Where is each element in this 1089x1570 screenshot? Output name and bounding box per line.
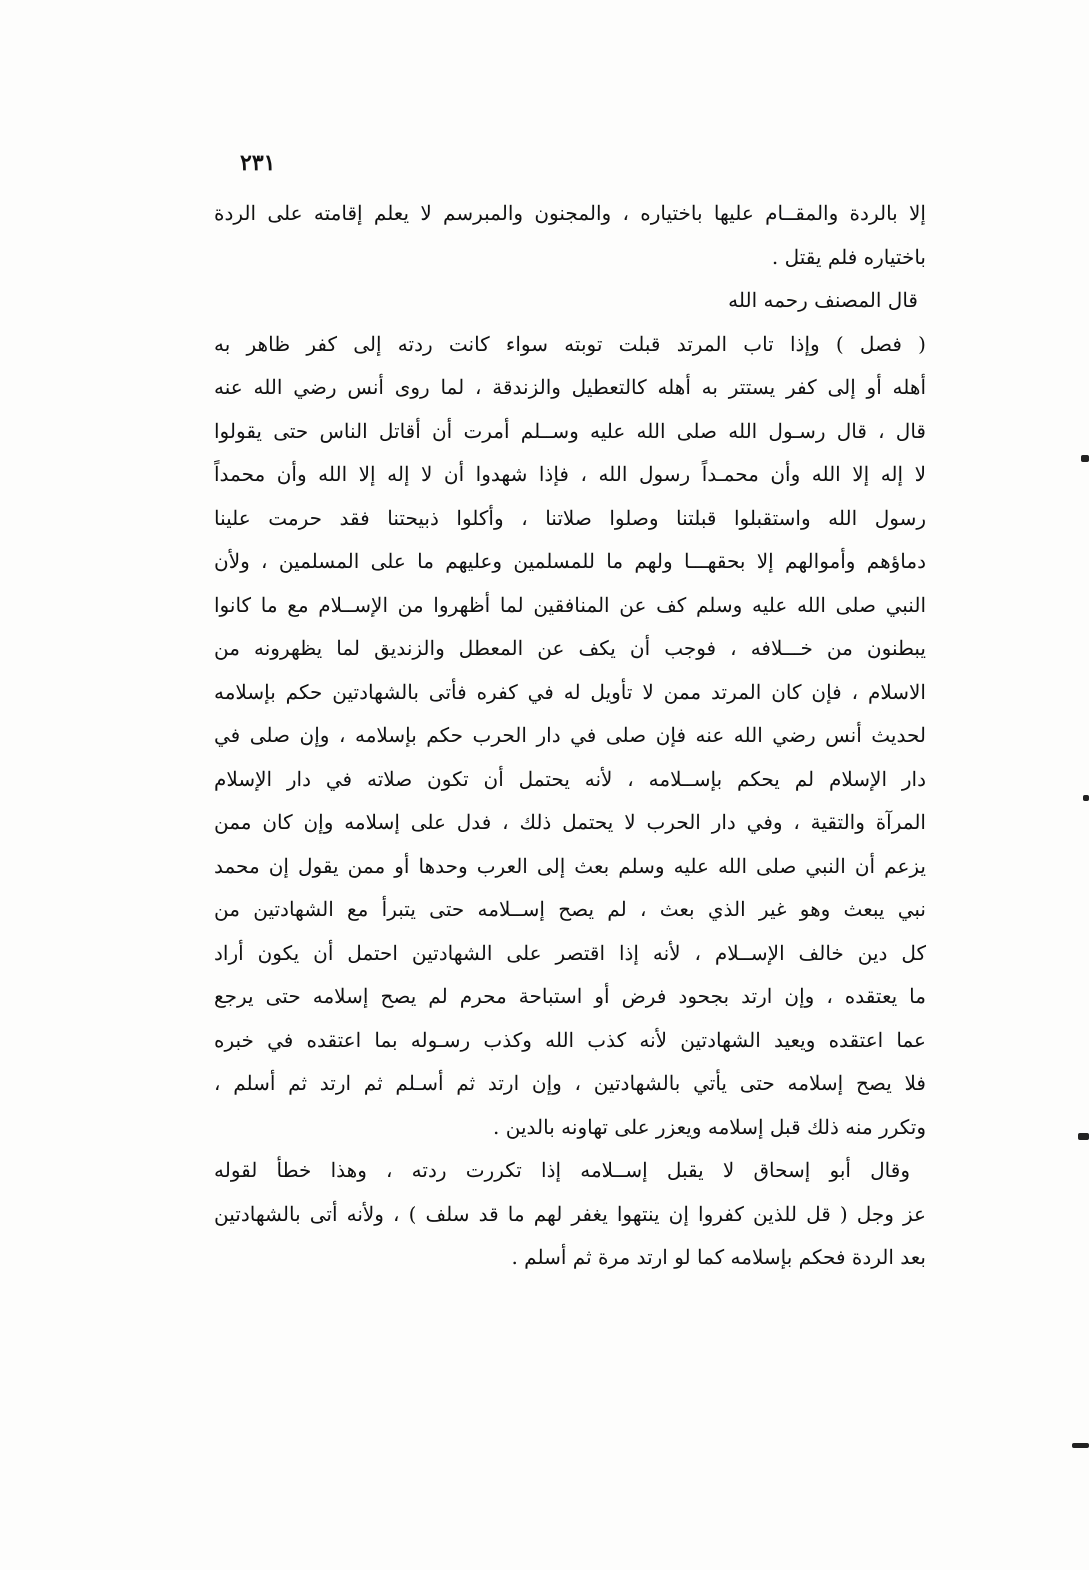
text-line: قال ، قال رسـول الله صلى الله عليه وســلم أمرت أن أقاتل الناس حتى يقولوا bbox=[214, 418, 926, 443]
text-line: لا إله إلا الله وأن محمـداً رسول الله ، فإذا شهدوا أن لا إله إلا الله وأن محمداً bbox=[214, 462, 926, 486]
text-line: لحديث أنس رضي الله عنه فإن صلى في دار الحرب حكم بإسلامه ، وإن صلى في bbox=[214, 723, 926, 747]
text-line: ما يعتقده ، وإن ارتد بجحود فرض أو استباحة محرم لم يصح إسلامه حتى يرجع bbox=[214, 984, 926, 1008]
text-line: إلا بالردة والمقــام عليها باختياره ، والمجنون والمبرسم لا يعلم إقامته على الردة bbox=[214, 201, 926, 225]
scan-mark bbox=[1083, 795, 1089, 801]
text-line: المرآة والتقية ، وفي دار الحرب لا يحتمل ذلك ، فدل على إسلامه وإن كان ممن bbox=[214, 810, 926, 834]
text-line: النبي صلى الله عليه وسلم كف عن المنافقين لما أظهروا من الإســلام مع ما كانوا bbox=[214, 592, 926, 617]
scan-mark bbox=[1078, 1133, 1089, 1140]
text-line: وقال أبو إسحاق لا يقبل إســلامه إذا تكررت ردته ، وهذا خطأ لقوله bbox=[214, 1158, 910, 1182]
text-line: دار الإسلام لم يحكم بإســلامه ، لأنه يحتمل أن تكون صلاته في دار الإسلام bbox=[214, 766, 926, 791]
text-line: كل دين خالف الإســلام ، لأنه إذا اقتصر على الشهادتين احتمل أن يكون أراد bbox=[214, 940, 926, 965]
text-line: باختياره فلم يقتل . bbox=[771, 244, 926, 269]
text-line: يبطنون من خـــلافه ، فوجب أن يكف عن المعطل والزنديق لما يظهرونه من bbox=[214, 636, 926, 660]
text-line: دماؤهم وأموالهم إلا بحقهـــا ولهم ما للمسلمين وعليهم ما على المسلمين ، ولأن bbox=[214, 549, 926, 573]
text-line: ( فصل ) وإذا تاب المرتد قبلت توبته سواء كانت ردته إلى كفر ظاهر به bbox=[214, 331, 926, 356]
text-line: يزعم أن النبي صلى الله عليه وسلم بعث إلى العرب وحدها أو ممن يقول إن محمد bbox=[214, 853, 926, 878]
text-line: وتكرر منه ذلك قبل إسلامه ويعزر على تهاونه بالدين . bbox=[493, 1114, 926, 1139]
text-line: بعد الردة فحكم بإسلامه كما لو ارتد مرة ثم أسلم . bbox=[511, 1245, 926, 1269]
body-text bbox=[214, 192, 926, 1280]
text-line: أهله أو إلى كفر يستتر به أهله كالتعطيل والزندقة ، لما روى أنس رضي الله عنه bbox=[214, 375, 926, 399]
text-line: فلا يصح إسلامه حتى يأتي بالشهادتين ، وإن ارتد ثم أسـلم ثم ارتد ثم أسلم ، bbox=[214, 1071, 926, 1095]
scan-mark bbox=[1081, 455, 1089, 462]
text-line: نبي يبعث وهو غير الذي بعث ، لم يصح إســلامه حتى يتبرأ مع الشهادتين من bbox=[214, 897, 926, 921]
scan-mark bbox=[1072, 1443, 1089, 1448]
text-line: عز وجل ( قل للذين كفروا إن ينتهوا يغفر لهم ما قد سلف ) ، ولأنه أتى بالشهادتين bbox=[214, 1201, 926, 1226]
text-line: رسول الله واستقبلوا قبلتنا وصلوا صلاتنا ، وأكلوا ذبيحتنا فقد حرمت علينا bbox=[214, 505, 926, 530]
section-heading: قال المصنف رحمه الله bbox=[728, 288, 918, 312]
text-line: عما اعتقده ويعيد الشهادتين لأنه كذب الله وكذب رسـوله بما اعتقده في خبره bbox=[214, 1027, 926, 1052]
page-number: ٢٣١ bbox=[240, 150, 276, 176]
text-line: الاسلام ، فإن كان المرتد ممن لا تأويل له في كفره فأتى بالشهادتين حكم بإسلامه bbox=[214, 679, 926, 704]
